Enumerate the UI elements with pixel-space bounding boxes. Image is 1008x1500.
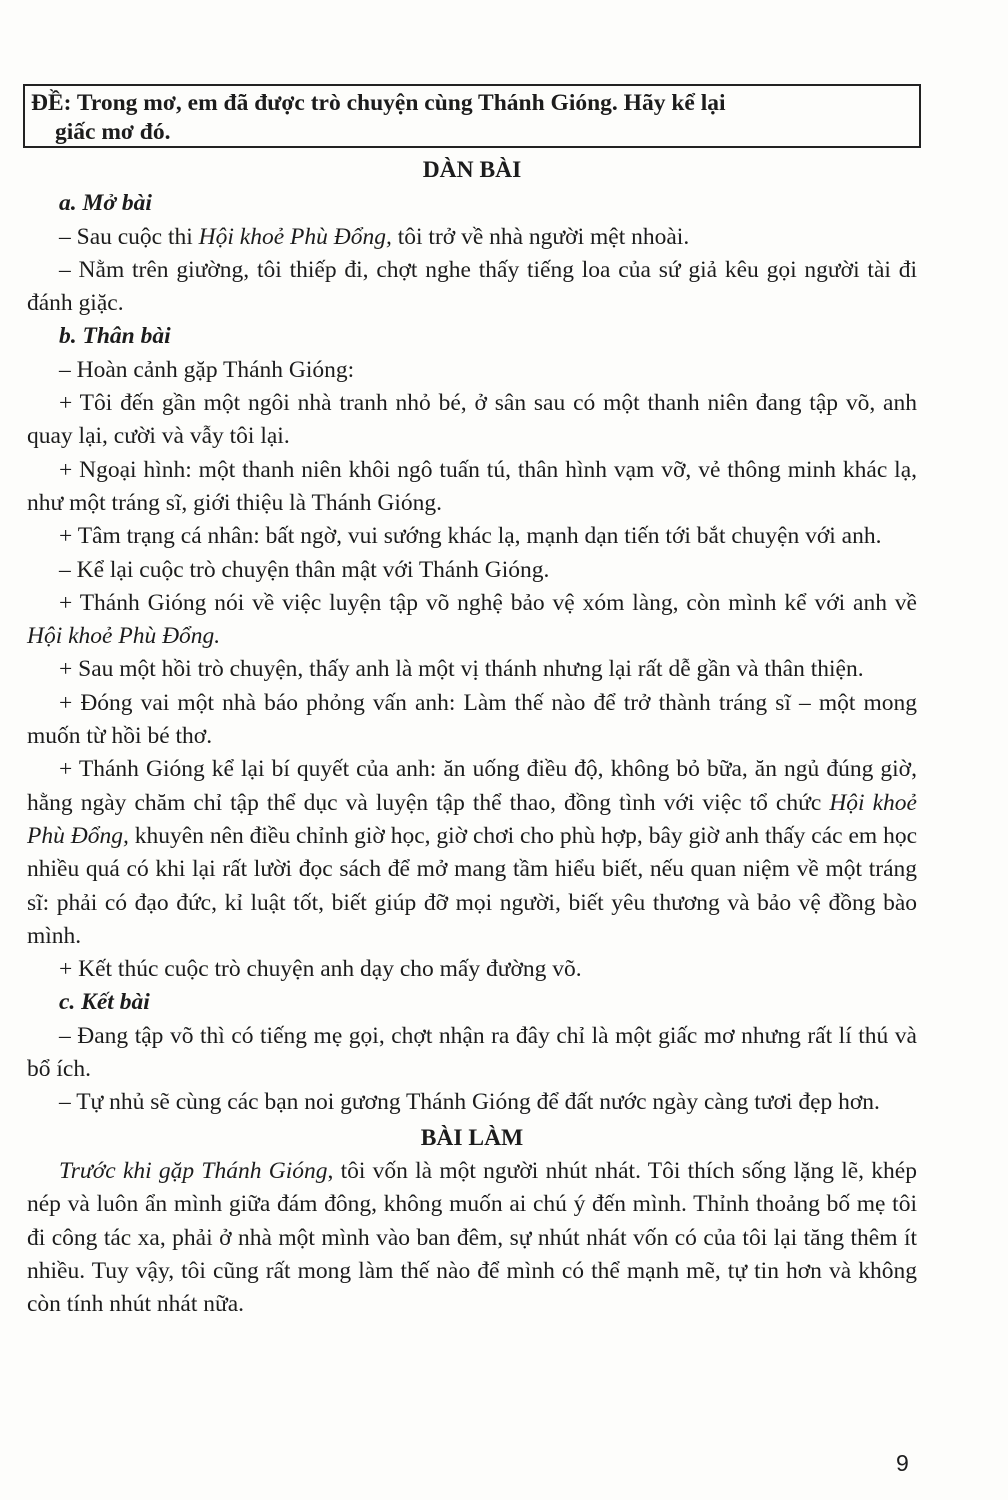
body-item-4: + Tâm trạng cá nhân: bất ngờ, vui sướng khác lạ, mạnh dạn tiến tới bắt chuyện với anh.	[59, 523, 882, 550]
essay-paragraph: Trước khi gặp Thánh Gióng, tôi vốn là một người nhút nhát. Tôi thích sống lặng lẽ, khép nép và luôn ẩn mình giữa đám đông, không muốn ai chú ý đến mình. Thỉnh thoảng bố mẹ tôi đi công tác xa, phải ở nhà một mình vào ban đêm, sự nhút nhát vốn có của tôi lại tăng thêm ít nhiều. Tuy vậy, tôi cũng rất mong làm thế nào để mình có thể mạnh mẽ, tự tin hơn và không còn tính nhút nhát nữa.	[27, 1157, 917, 1318]
body-item-1: – Hoàn cảnh gặp Thánh Gióng:	[59, 356, 355, 383]
exercise-prompt-line-2: giấc mơ đó.	[55, 119, 171, 145]
outline-title: DÀN BÀI	[422, 157, 522, 183]
conclusion-item-1: – Đang tập võ thì có tiếng mẹ gọi, chợt nhận ra đây chỉ là một giấc mơ nhưng rất lí thú và bổ ích.	[27, 1022, 917, 1083]
body-item-3: + Ngoại hình: một thanh niên khôi ngô tuấn tú, thân hình vạm vỡ, vẻ thông minh khác lạ, như một tráng sĩ, giới thiệu là Thánh Gióng.	[27, 456, 917, 516]
body-item-9: + Thánh Gióng kể lại bí quyết của anh: ăn uống điều độ, không bỏ bữa, ăn ngủ đúng giờ, hằng ngày chăm chỉ tập thể dục và luyện tập thể thao, đồng tình với việc tổ chức Hội khoẻ Phù Đổng, khuyên nên điều chỉnh giờ học, giờ chơi cho phù hợp, bây giờ anh thấy các em học nhiều quá có khi lại rất lười đọc sách để mở mang tầm hiểu biết, nếu quan niệm về một tráng sĩ: phải có đạo đức, kỉ luật tốt, biết giúp đỡ mọi người, biết yêu thương và bảo vệ đồng bào mình.	[27, 756, 918, 949]
body-item-8: + Đóng vai một nhà báo phỏng vấn anh: Làm thế nào để trở thành tráng sĩ – một mong muốn từ hồi bé thơ.	[27, 689, 917, 750]
intro-heading: a. Mở bài	[59, 190, 152, 217]
page-content	[27, 152, 917, 1321]
essay-title: BÀI LÀM	[420, 1124, 524, 1151]
page-number: 9	[896, 1450, 909, 1476]
intro-item-2: – Nằm trên giường, tôi thiếp đi, chợt nghe thấy tiếng loa của sứ giả kêu gọi người tài đi đánh giặc.	[27, 256, 917, 317]
conclusion-heading: c. Kết bài	[59, 989, 150, 1016]
body-heading: b. Thân bài	[59, 323, 171, 350]
body-item-6: + Thánh Gióng nói về việc luyện tập võ nghệ bảo vệ xóm làng, còn mình kể với anh về Hội khoẻ Phù Đổng.	[27, 589, 917, 650]
exercise-prompt-line-1: ĐỀ: Trong mơ, em đã được trò chuyện cùng Thánh Gióng. Hãy kể lại	[31, 90, 726, 116]
body-item-10: + Kết thúc cuộc trò chuyện anh dạy cho mấy đường võ.	[59, 956, 582, 983]
exercise-prompt-box	[23, 84, 921, 148]
body-item-5: – Kể lại cuộc trò chuyện thân mật với Thánh Gióng.	[59, 556, 550, 583]
body-item-2: + Tôi đến gần một ngôi nhà tranh nhỏ bé, ở sân sau có một thanh niên đang tập võ, anh quay lại, cười và vẫy tôi lại.	[27, 390, 917, 450]
body-item-7: + Sau một hồi trò chuyện, thấy anh là một vị thánh nhưng lại rất dễ gần và thân thiện.	[59, 656, 864, 683]
conclusion-item-2: – Tự nhủ sẽ cùng các bạn noi gương Thánh Gióng để đất nước ngày càng tươi đẹp hơn.	[59, 1089, 880, 1116]
intro-item-1: – Sau cuộc thi Hội khoẻ Phù Đổng, tôi trở về nhà người mệt nhoài.	[59, 223, 690, 250]
